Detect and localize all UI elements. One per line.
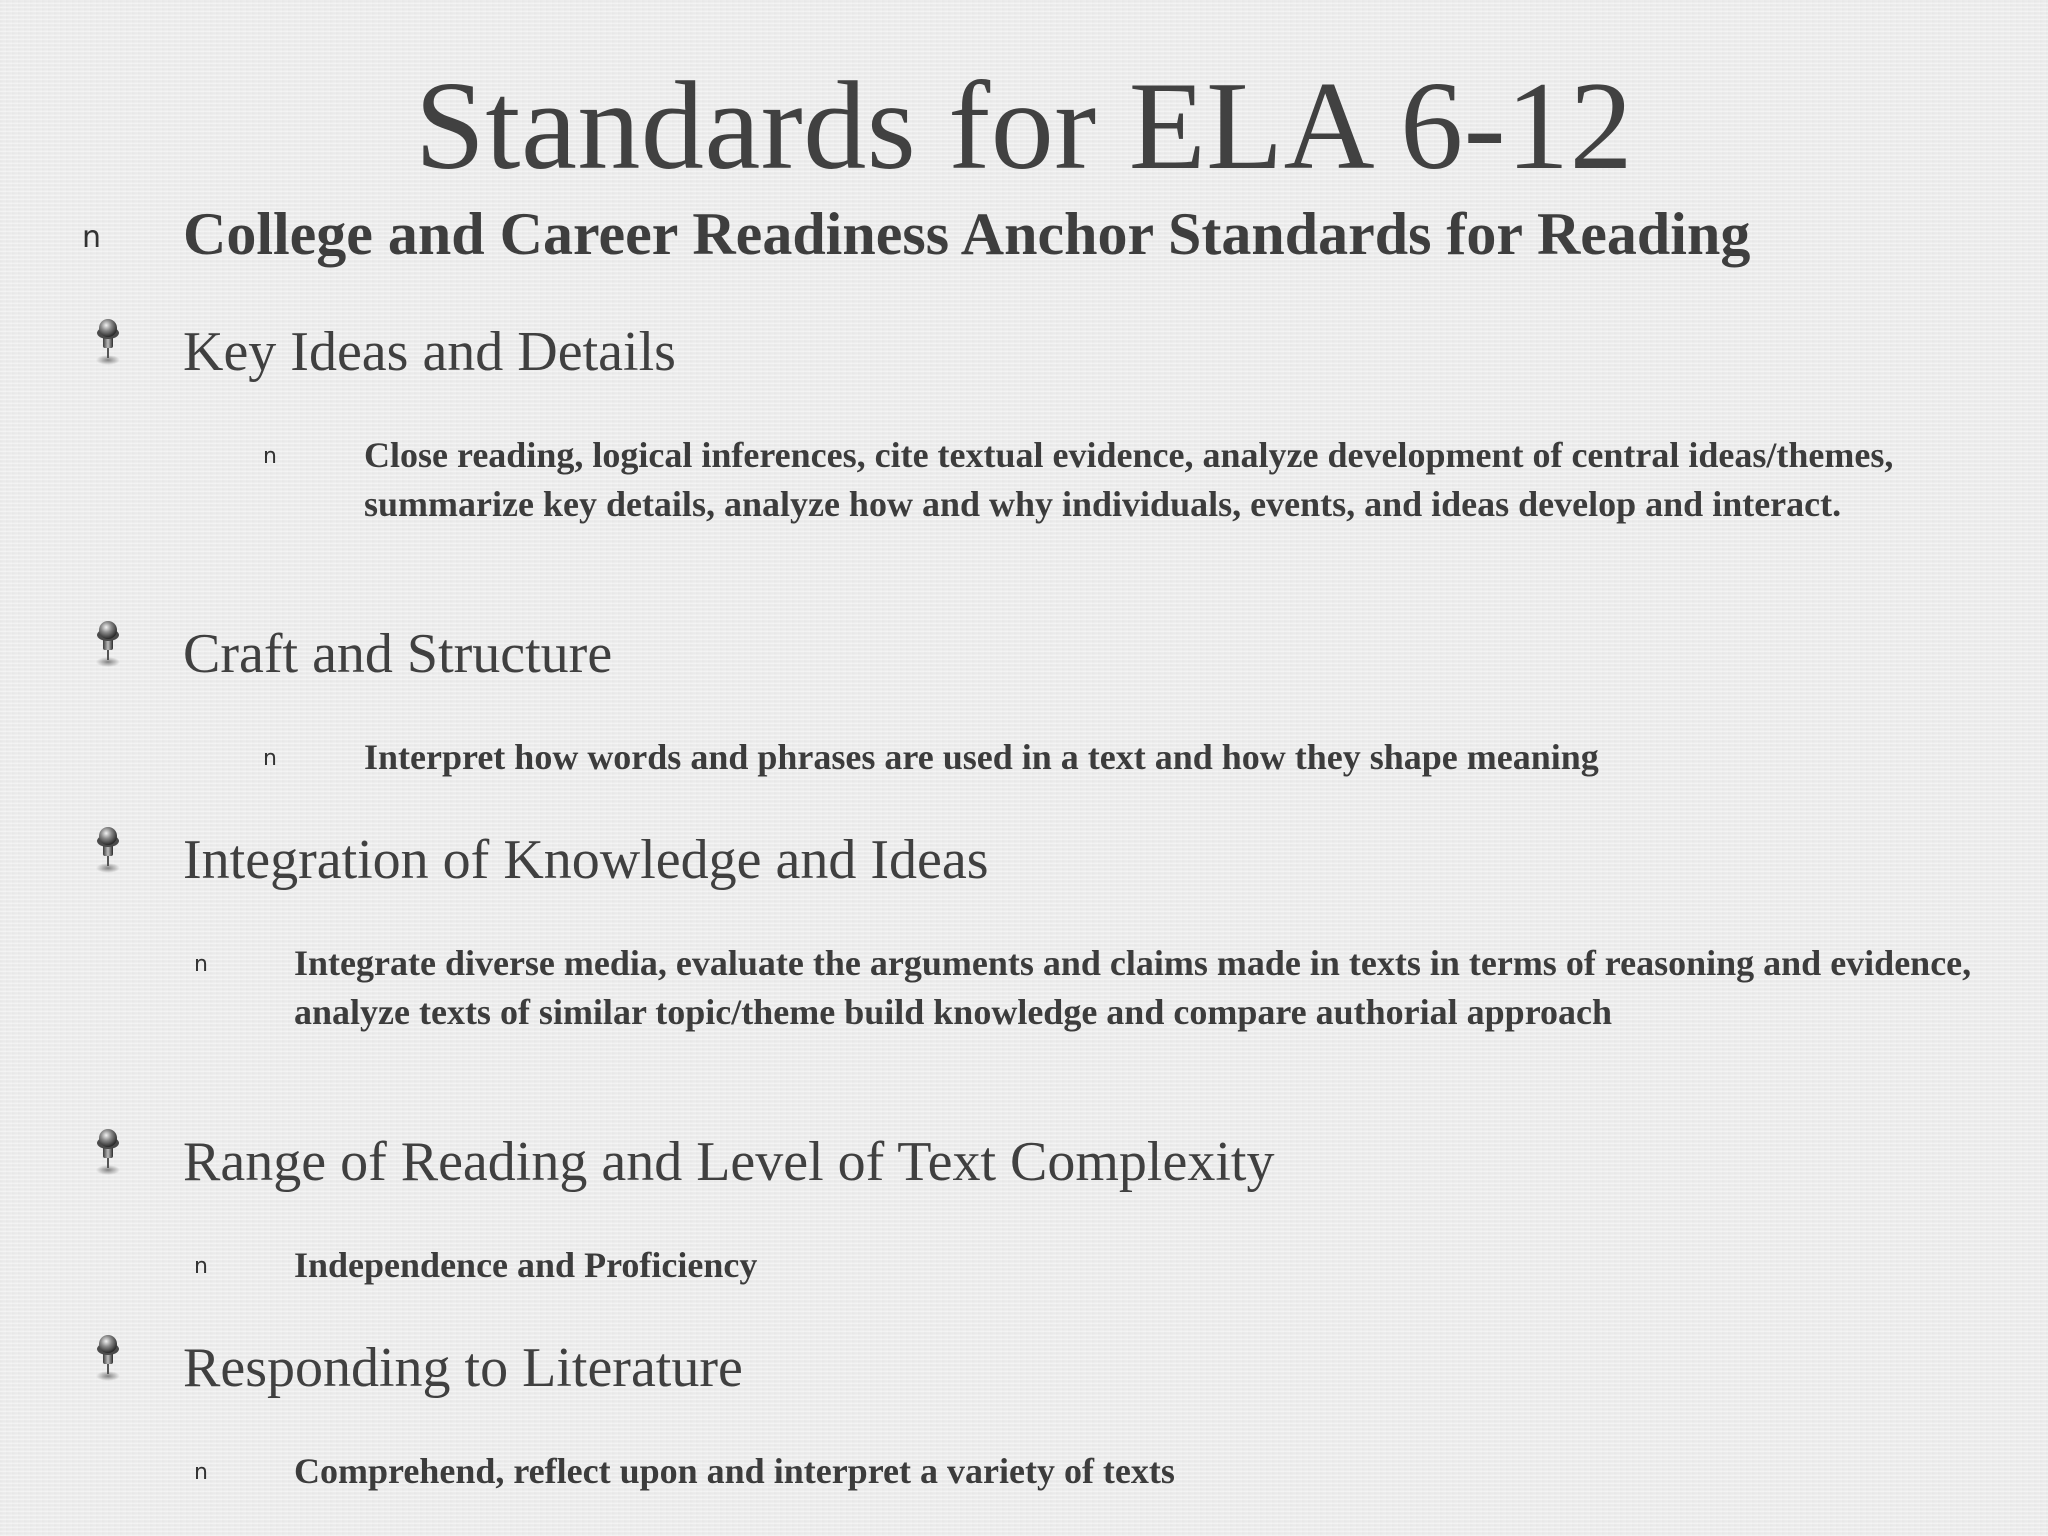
bullet-marker: n [263,746,277,771]
section-detail: Close reading, logical inferences, cite textual evidence, analyze development of central ideas/themes, summarize key details, analyze how and why individuals, events, and ideas develop and interact. [364,435,1894,524]
section-detail: Independence and Proficiency [294,1245,758,1285]
pushpin-icon [88,1128,128,1176]
section-heading: Integration of Knowledge and Ideas [183,829,989,891]
section-detail: Interpret how words and phrases are used in a text and how they shape meaning [364,737,1599,777]
bullet-marker: n [82,220,102,255]
section-heading: Range of Reading and Level of Text Complexity [183,1131,1275,1193]
bullet-marker: n [194,1460,208,1485]
section-heading: Responding to Literature [183,1337,743,1399]
bullet-marker: n [194,1254,208,1279]
bullet-marker: n [194,952,208,977]
pushpin-icon [88,620,128,668]
slide-subtitle: College and Career Readiness Anchor Standards for Reading [183,201,1751,267]
section-detail: Comprehend, reflect upon and interpret a variety of texts [294,1451,1175,1491]
pushpin-icon [88,318,128,366]
slide-title: Standards for ELA 6-12 [414,57,1634,196]
pushpin-icon [88,1334,128,1382]
pushpin-icon [88,826,128,874]
section-heading: Craft and Structure [183,623,613,685]
bullet-marker: n [263,444,277,469]
section-heading: Key Ideas and Details [183,321,676,383]
section-detail: Integrate diverse media, evaluate the arguments and claims made in texts in terms of reasoning and evidence, analyze texts of similar topic/theme build knowledge and compare authorial approach [294,943,1972,1032]
